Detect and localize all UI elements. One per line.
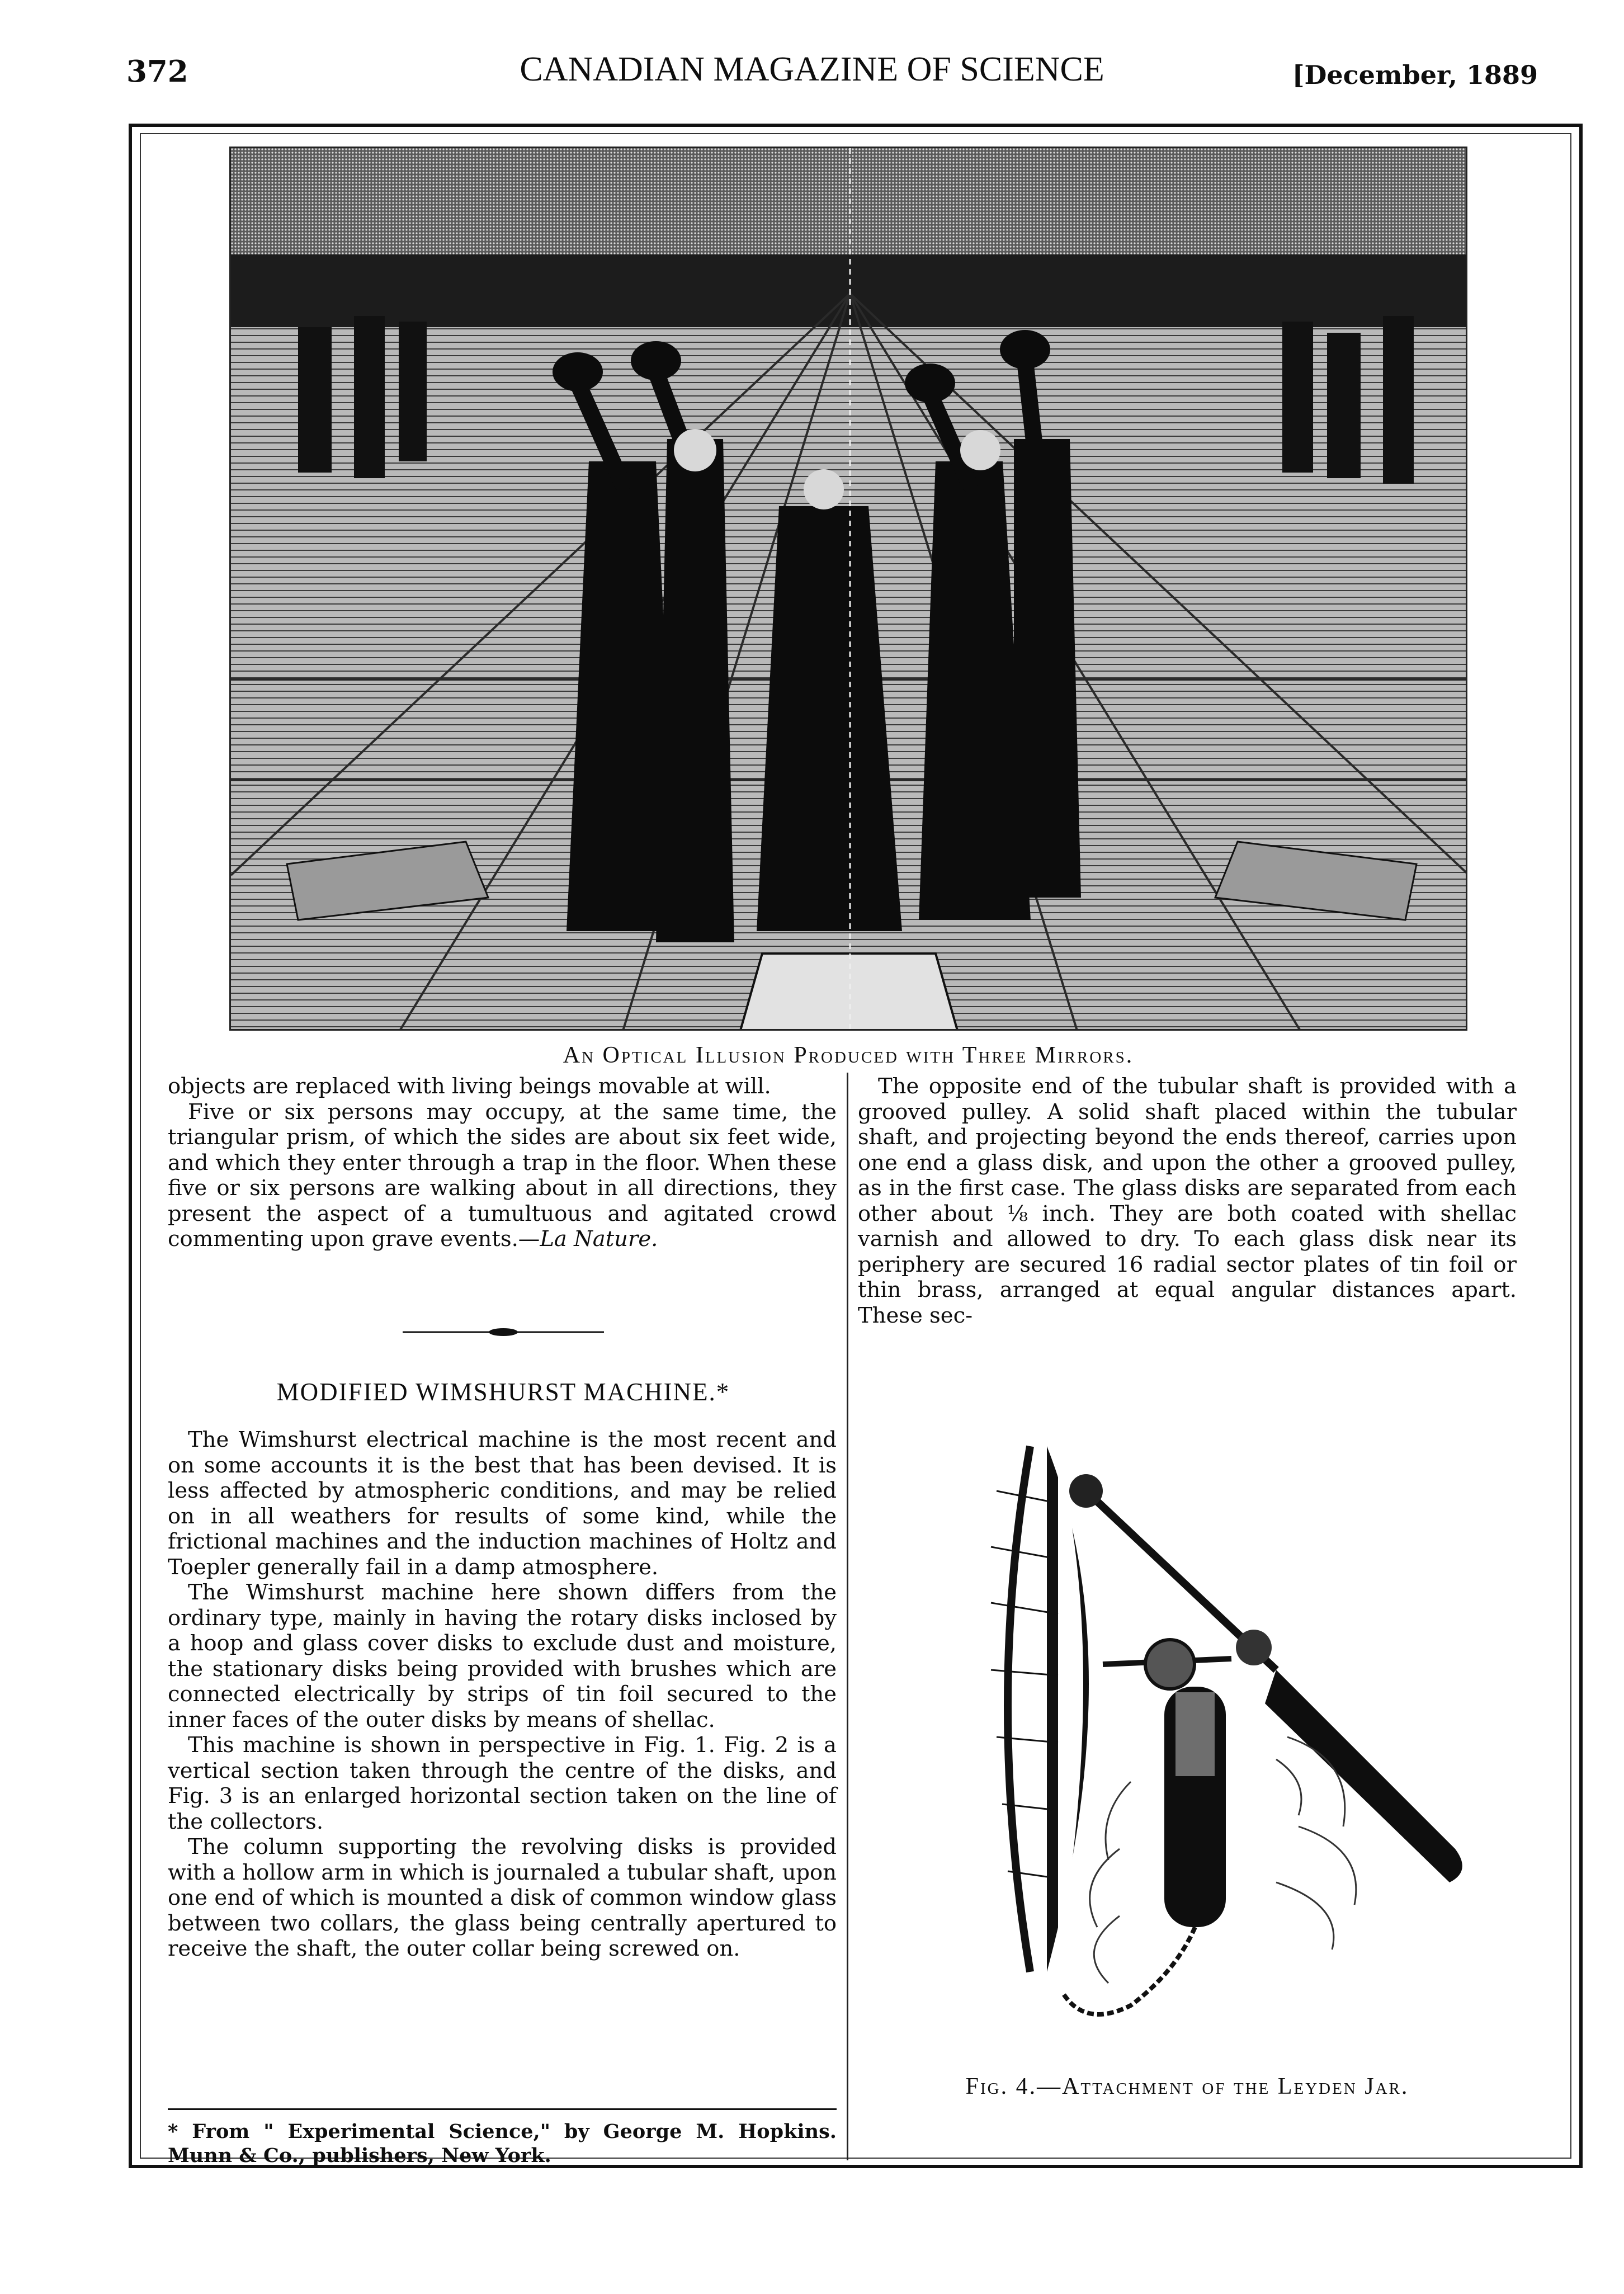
section-title: MODIFIED WIMSHURST MACHINE.*: [276, 1378, 730, 1406]
page-number: 372: [126, 54, 188, 89]
footnote: * From " Experimental Science," by George M. Hopkins. Munn & Co., publishers, New York.: [168, 2120, 837, 2167]
source-citation: La Nature.: [540, 1226, 658, 1252]
paragraph: The Wimshurst machine here shown differs from the ordinary type, mainly in having the rotary disks inclosed by a hoop and glass cover disks to exclude dust and moisture, the stationary disks being provided with brushes which are connected electrically by strips of tin foil secured to the inner faces of the outer disks by means of shellac.: [168, 1580, 837, 1733]
paragraph: The opposite end of the tubular shaft is provided with a grooved pulley. A solid shaft placed within the tubular shaft, and projecting beyond the ends thereof, carries upon one end a glass disk, and upon the other a grooved pulley, as in the first case. The glass disks are separated from each other about ⅛ inch. They are both coated with shellac varnish and allowed to dry. To each glass disk near its periphery are secured 16 radial sector plates of tin foil or thin brass, arranged at equal angular distances apart. These sec-: [858, 1074, 1517, 1328]
right-column-text: [858, 1074, 1517, 1328]
column-divider: [847, 1073, 848, 2160]
paragraph: The column supporting the revolving disks is provided with a hollow arm in which is journaled a tubular shaft, upon one end of which is mounted a disk of common window glass between two collars, the glass being centrally apertured to receive the shaft, the outer collar being screwed on.: [168, 1834, 837, 1961]
top-figure-caption: An Optical Illusion Produced with Three Mirrors.: [563, 1042, 1134, 1068]
left-column-article: [168, 1427, 837, 1962]
paragraph: This machine is shown in perspective in Fig. 1. Fig. 2 is a vertical section taken through the centre of the disks, and Fig. 3 is an enlarged horizontal section taken on the line of the collectors.: [168, 1733, 837, 1834]
leyden-figure-caption: Fig. 4.—Attachment of the Leyden Jar.: [965, 2074, 1409, 2099]
section-ornament: [391, 1325, 615, 1339]
running-title: CANADIAN MAGAZINE OF SCIENCE: [520, 50, 1104, 88]
paragraph: objects are replaced with living beings movable at will.: [168, 1074, 771, 1099]
paragraph: The Wimshurst electrical machine is the most recent and on some accounts it is the best that has been devised. It is less affected by atmospheric conditions, and may be relied on in all weathers for results of some kind, while the frictional machines and the induction machines of Holtz and Toepler generally fail in a damp atmosphere.: [168, 1427, 837, 1580]
leyden-jar-illustration: [963, 1424, 1500, 2039]
issue-date: [December, 1889: [1292, 60, 1538, 90]
crowd-engraving: [231, 148, 1467, 1031]
left-column-top: [168, 1074, 837, 1252]
paragraph: Five or six persons may occupy, at the same time, the triangular prism, of which the sides are about six feet wide, and which they enter through a trap in the floor. When these five or six persons are walking about in all directions, they present the aspect of a tumultuous and agitated crowd commenting upon grave events.—La Nature.: [168, 1099, 837, 1252]
footnote-rule: [168, 2108, 837, 2110]
optical-illusion-illustration: [229, 147, 1467, 1031]
